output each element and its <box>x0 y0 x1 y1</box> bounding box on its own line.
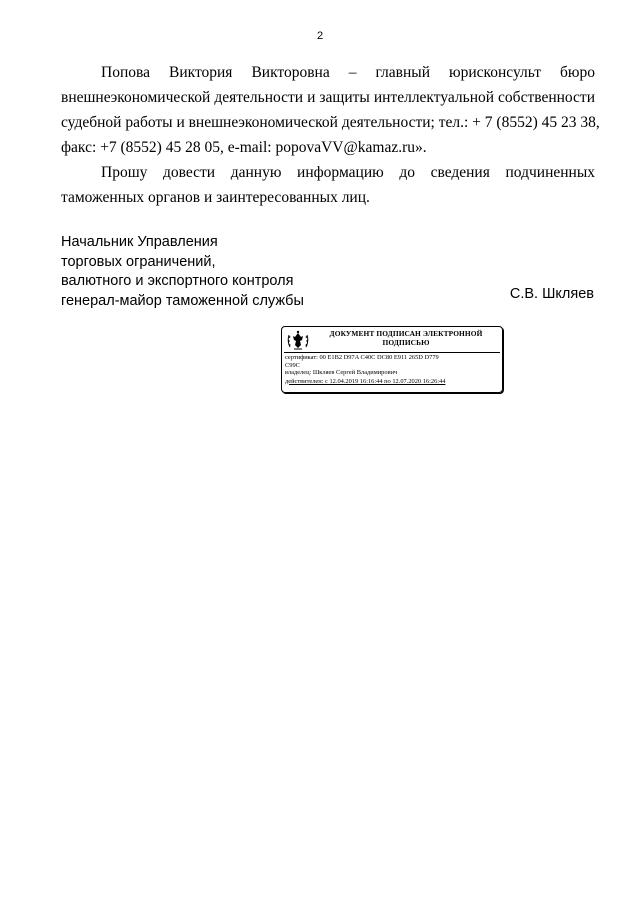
stamp-certificate: сертификат: 00 E1B2 D97A C40C DC80 E911 265D D779 <box>285 354 439 361</box>
signer-name: С.В. Шкляев <box>509 286 594 302</box>
customs-emblem-icon <box>285 329 311 353</box>
stamp-validity: действителен: с 12.04.2019 16:16:44 по 12.07.2020 16:26:44 <box>285 377 446 385</box>
contact-paragraph <box>61 60 600 160</box>
page-number: 2 <box>316 30 324 42</box>
position-line: Начальник Управления <box>61 234 218 250</box>
stamp-divider <box>284 352 500 353</box>
stamp-title: ДОКУМЕНТ ПОДПИСАН ЭЛЕКТРОННОЙ ПОДПИСЬЮ <box>329 329 483 347</box>
request-line: таможенных органов и заинтересованных лиц. <box>61 189 370 206</box>
contact-line: судебной работы и внешнеэкономической деятельности; тел.: + 7 (8552) 45 23 38, <box>61 114 600 131</box>
request-line: Прошу довести данную информацию до сведения подчиненных <box>101 164 595 181</box>
position-line: валютного и экспортного контроля <box>61 273 294 289</box>
position-line: генерал-майор таможенной службы <box>61 292 304 309</box>
position-line: торговых ограничений, <box>61 253 216 270</box>
contact-line: Попова Виктория Викторовна – главный юрисконсульт бюро <box>101 64 595 81</box>
contact-line: факс: +7 (8552) 45 28 05, e-mail: popovaVV@kamaz.ru». <box>61 139 427 156</box>
contact-line: внешнеэкономической деятельности и защиты интеллектуальной собственности <box>61 89 595 106</box>
stamp-owner: владелец: Шкляев Сергей Владимирович <box>285 369 398 376</box>
request-paragraph <box>61 160 595 210</box>
e-signature-stamp <box>281 326 503 393</box>
signatory-position <box>61 233 304 311</box>
stamp-certificate-continued: C99C <box>285 361 300 369</box>
